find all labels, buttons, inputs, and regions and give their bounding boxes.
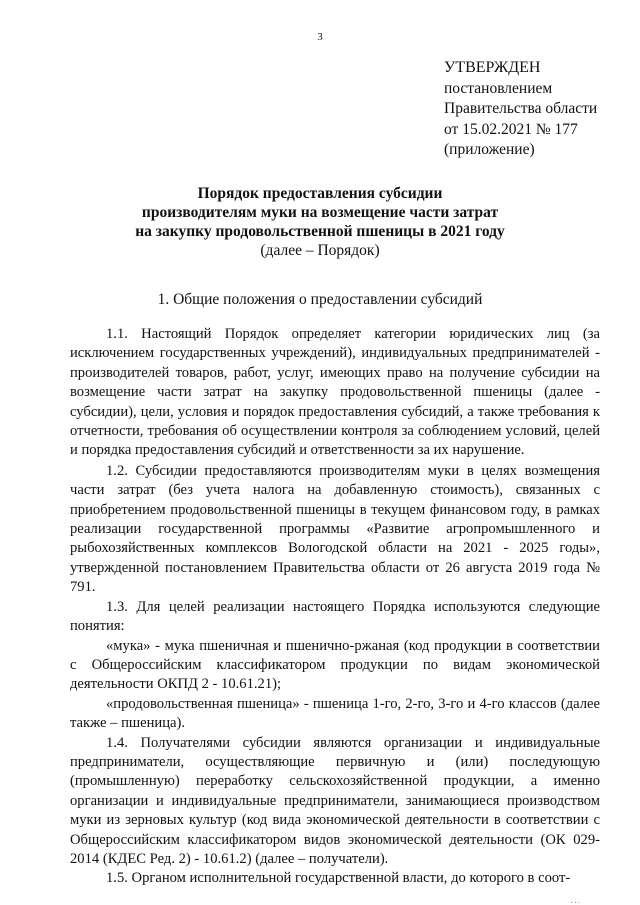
paragraph: «продовольственная пшеница» - пшеница 1-го, 2-го, 3-го и 4-го классов (далее также – пшеница). xyxy=(70,695,600,732)
title-line: производителям муки на возмещение части затрат xyxy=(141,204,499,221)
approval-line: (приложение) xyxy=(444,141,535,158)
document-title xyxy=(60,184,580,260)
approval-heading: УТВЕРЖДЕН xyxy=(444,59,541,76)
title-line: Порядок предоставления субсидии xyxy=(197,185,443,202)
approval-line: постановлением xyxy=(444,79,553,97)
corner-mark: . . . xyxy=(571,897,580,905)
paragraph: «мука» - мука пшеничная и пшенично-ржаная (код продукции в соответствии с Общероссийским классификатором продукции по видам экономической деятельности ОКПД 2 - 10.61.21); xyxy=(70,637,600,693)
page-number: 3 xyxy=(317,31,323,43)
section-heading: 1. Общие положения о предоставлении субсидий xyxy=(157,291,483,308)
title-subtitle: (далее – Порядок) xyxy=(260,242,380,259)
paragraph: 1.3. Для целей реализации настоящего Порядка используются следующие понятия: xyxy=(70,598,600,635)
document-body xyxy=(70,325,600,889)
approval-stamp xyxy=(444,58,597,161)
paragraph: 1.4. Получателями субсидии являются организации и индивидуальные предприниматели, осуществляющие первичную и (или) последующую (промышленную) переработку сельскохозяйственной продукции, а именно организации и индивидуальные предприниматели, занимающиеся производством муки из зерновых культур (код вида экономической деятельности в соответствии с Общероссийским классификатором видов экономической деятельности (ОК 029-2014 (КДЕС Ред. 2) - 10.61.2) (далее – получатели). xyxy=(70,734,600,867)
paragraph: 1.2. Субсидии предоставляются производителям муки в целях возмещения части затрат (без учета налога на добавленную стоимость), связанных с приобретением продовольственной пшеницы в текущем финансовом году, в рамках реализации государственной программы «Развитие агропромышленного и рыбохозяйственных комплексов Вологодской области на 2021 - 2025 годы», утвержденной постановлением Правительства области от 26 августа 2019 года № 791. xyxy=(70,462,600,596)
paragraph: 1.1. Настоящий Порядок определяет категории юридических лиц (за исключением государственных учреждений), индивидуальных предпринимателей - производителей товаров, работ, услуг, имеющих право на получение субсидии на возмещение части затрат на закупку продовольственной пшеницы (далее - субсидии), цели, условия и порядок предоставления субсидий, а также требования к отчетности, требования об осуществлении контроля за соблюдением условий, целей и порядка предоставления субсидий и ответственности за их нарушение. xyxy=(70,326,600,459)
approval-line: Правительства области xyxy=(444,100,598,117)
title-line: на закупку продовольственной пшеницы в 2021 году xyxy=(135,223,505,240)
approval-date: от 15.02.2021 № 177 xyxy=(444,120,578,138)
paragraph: 1.5. Органом исполнительной государственной власти, до которого в соот- xyxy=(106,870,571,887)
